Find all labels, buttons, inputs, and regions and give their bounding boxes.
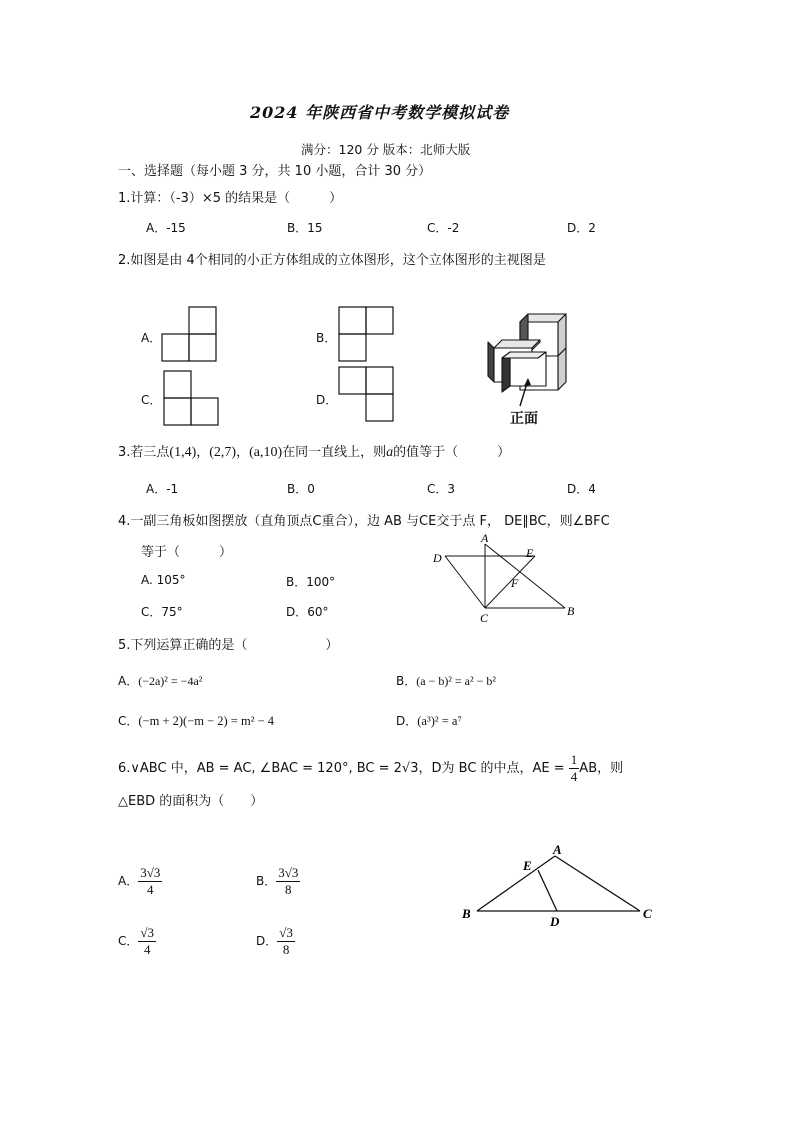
question-6-option-a-den: 4 — [147, 882, 154, 897]
question-5-option-d-expr: (a³)² = a⁷ — [417, 714, 462, 728]
question-5-option-b[interactable] — [396, 672, 496, 689]
question-6-option-d[interactable] — [256, 925, 295, 958]
question-5-option-c-label: C． — [118, 714, 139, 728]
question-4-line-2: 等于（ ） — [141, 545, 233, 560]
question-6-option-d-num: √3 — [279, 925, 293, 940]
question-3-stem — [118, 441, 510, 461]
question-6-option-b-den: 8 — [285, 882, 292, 897]
page-subtitle: 满分：120 分 版本：北师大版 — [301, 142, 471, 157]
question-6-option-a-num: 3√3 — [140, 865, 161, 880]
question-6-option-d-label: D． — [256, 934, 278, 948]
q4-label-e: E — [526, 546, 534, 560]
question-6-option-a[interactable] — [118, 865, 162, 898]
question-3-option-c[interactable]: C．3 — [427, 482, 456, 496]
question-2-option-b-label[interactable]: B． — [316, 331, 337, 345]
question-2-stem: 2.如图是由 4个相同的小正方体组成的立体图形，这个立体图形的主视图是 — [118, 253, 546, 268]
question-5-option-d[interactable] — [396, 712, 462, 729]
question-6-option-b-num: 3√3 — [278, 865, 299, 880]
question-3-point-1: (1,4) — [169, 445, 197, 460]
question-5-option-c[interactable] — [118, 712, 274, 729]
question-1-option-a[interactable]: A．-15 — [146, 221, 186, 235]
question-2-option-c-label[interactable]: C． — [141, 393, 162, 407]
question-5-option-b-expr: (a − b)² = a² − b² — [416, 674, 496, 688]
question-6-option-a-fraction — [138, 865, 162, 898]
question-5-option-a-label: A． — [118, 674, 139, 688]
question-6-option-c[interactable] — [118, 925, 156, 958]
question-6-option-c-den: 4 — [143, 942, 151, 957]
question-4-line-1: 4.一副三角板如图摆放（直角顶点C重合），边 AB 与CE交于点 F， DE∥BC，则∠BFC — [118, 514, 610, 529]
question-6-fraction-den: 4 — [570, 769, 578, 784]
page-title: 2024 年陕西省中考数学模拟试卷 — [250, 103, 510, 122]
question-3-option-b[interactable]: B．0 — [287, 482, 315, 496]
question-6-line-1-text: 6.∨ABC 中，AB = AC, ∠BAC = 120°, BC = 2√3，D为 BC 的中点，AE = — [118, 761, 569, 776]
question-4-option-c[interactable]: C．75° — [141, 605, 183, 619]
question-6-fraction — [569, 752, 580, 785]
question-6-line-1-end: AB，则 — [579, 761, 624, 776]
question-2-option-a-figure[interactable] — [160, 305, 220, 363]
q6-label-a: A — [553, 842, 562, 857]
question-3-suffix: 的值等于（ ） — [393, 445, 511, 460]
question-2-option-d-figure[interactable] — [337, 365, 397, 425]
section-heading: 一、选择题（每小题 3 分，共 10 小题，合计 30 分） — [118, 164, 432, 179]
question-3-point-2: (2,7) — [209, 445, 237, 460]
question-1-option-b[interactable]: B．15 — [287, 221, 323, 235]
question-3-prefix: 3.若三点 — [118, 445, 170, 460]
q6-label-e: E — [523, 858, 532, 873]
question-6-option-c-label: C． — [118, 934, 139, 948]
question-5-stem: 5.下列运算正确的是（ ） — [118, 638, 339, 653]
question-3-point-3: (a,10) — [249, 445, 283, 460]
q6-label-b: B — [462, 906, 471, 921]
question-6-option-c-fraction — [138, 925, 156, 958]
question-2-front-label: 正面 — [510, 411, 538, 427]
q4-label-f: F — [511, 576, 519, 590]
question-6-option-b[interactable] — [256, 865, 300, 898]
question-3-sep-2: ， — [236, 445, 250, 460]
question-4-option-a[interactable]: A. 105° — [141, 573, 186, 587]
question-6-option-c-num: √3 — [140, 925, 155, 940]
q4-label-c: C — [480, 611, 489, 625]
question-2-option-c-figure[interactable] — [162, 369, 222, 427]
q6-label-c: C — [643, 906, 652, 921]
question-5-option-a[interactable] — [118, 672, 202, 689]
question-3-variable: a — [386, 445, 394, 460]
question-4-option-b[interactable]: B．100° — [286, 575, 336, 589]
question-1-option-d[interactable]: D．2 — [567, 221, 596, 235]
q4-label-d: D — [433, 551, 442, 565]
q6-label-d: D — [550, 914, 560, 929]
question-6-line-1 — [118, 752, 623, 785]
question-3-option-d[interactable]: D．4 — [567, 482, 596, 496]
q4-label-b: B — [567, 604, 575, 618]
question-2-option-a-label[interactable]: A． — [141, 331, 162, 345]
question-1-stem: 1.计算：（-3）×5 的结果是（ ） — [118, 191, 343, 206]
question-1-option-c[interactable]: C．-2 — [427, 221, 460, 235]
question-3-sep-1: ， — [196, 445, 210, 460]
question-5-option-b-label: B． — [396, 674, 417, 688]
question-2-option-d-label[interactable]: D． — [316, 393, 338, 407]
question-6-triangle-figure — [455, 840, 665, 935]
question-4-option-d[interactable]: D．60° — [286, 605, 329, 619]
question-2-option-b-figure[interactable] — [337, 305, 397, 363]
question-6-option-a-label: A． — [118, 874, 139, 888]
question-3-option-a[interactable]: A．-1 — [146, 482, 179, 496]
question-6-option-b-label: B． — [256, 874, 277, 888]
question-6-option-d-den: 8 — [282, 942, 290, 957]
question-5-option-c-expr: (−m + 2)(−m − 2) = m² − 4 — [138, 714, 275, 728]
q4-label-a: A — [481, 531, 489, 545]
question-5-option-a-expr: (−2a)² = −4a² — [138, 674, 203, 688]
question-4-triangle-figure — [425, 530, 585, 630]
question-6-option-d-fraction — [277, 925, 295, 958]
question-6-fraction-num: 1 — [570, 752, 578, 767]
question-3-middle: 在同一直线上，则 — [282, 445, 387, 460]
question-6-option-b-fraction — [276, 865, 300, 898]
question-6-line-2: △EBD 的面积为（ ） — [118, 794, 264, 809]
question-5-option-d-label: D． — [396, 714, 418, 728]
